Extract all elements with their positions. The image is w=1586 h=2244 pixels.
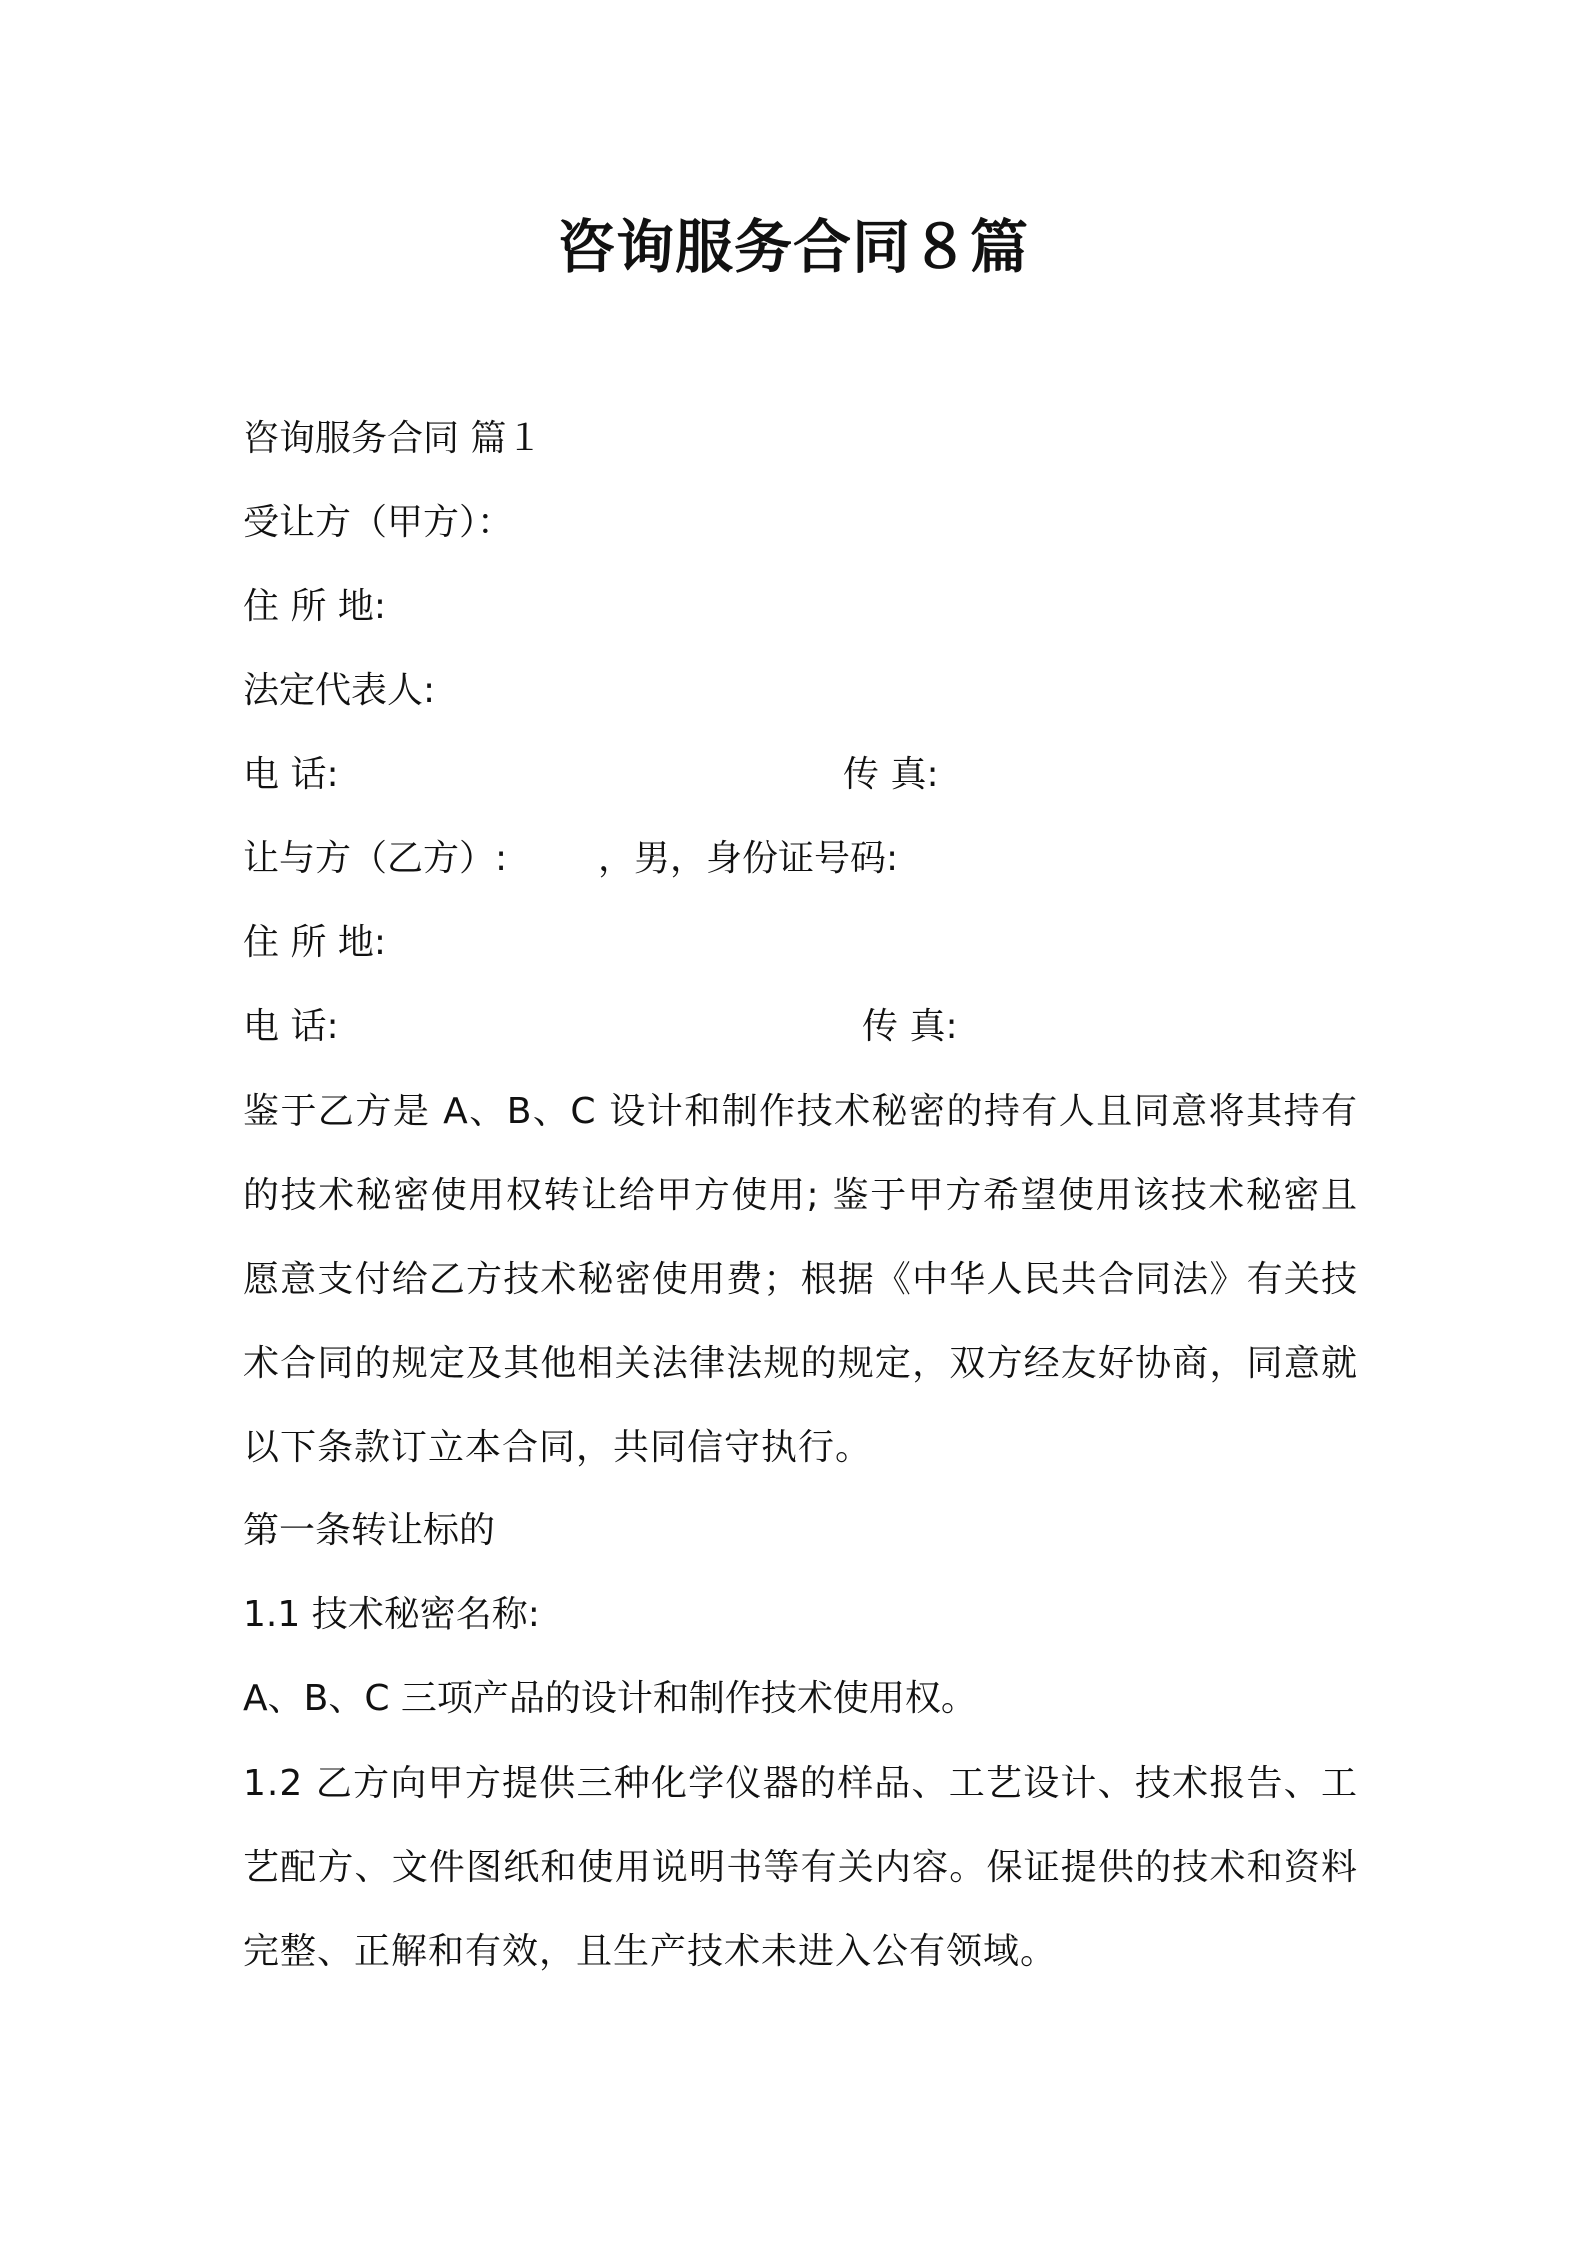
preamble-paragraph: 鉴于乙方是 A、B、C 设计和制作技术秘密的持有人且同意将其持有的技术秘密使用权转让给甲方使用; 鉴于甲方希望使用该技术秘密且愿意支付给乙方技术秘密使用费；根据《中华人民共合同法》有关技术合同的规定及其他相关法律法规的规定，双方经友好协商，同意就以下条款订立本合同，共同信守执行。 <box>243 1091 1358 1468</box>
party-a-representative-label: 法定代表人: <box>243 670 436 711</box>
article-1-title: 第一条转让标的 <box>243 1510 496 1551</box>
clause-1-1-text: A、B、C 三项产品的设计和制作技术使用权。 <box>243 1678 977 1719</box>
clause-1-2-paragraph: 1.2 乙方向甲方提供三种化学仪器的样品、工艺设计、技术报告、工艺配方、文件图纸和使用说明书等有关内容。保证提供的技术和资料完整、正解和有效，且生产技术未进入公有领域。 <box>243 1763 1358 1972</box>
document-title: 咨询服务合同８篇 <box>556 213 1029 281</box>
section-heading: 咨询服务合同 篇１ <box>243 418 543 459</box>
party-b-gender-id-label: ，男，身份证号码: <box>598 838 899 879</box>
party-b-label: 让与方（乙方）: <box>243 838 508 879</box>
party-b-address-label: 住 所 地: <box>243 922 387 963</box>
clause-1-1-label: 1.1 技术秘密名称: <box>243 1594 540 1635</box>
party-a-label: 受让方（甲方）： <box>243 502 514 543</box>
party-a-address-label: 住 所 地: <box>243 586 387 627</box>
party-a-fax-label: 传 真: <box>843 754 939 795</box>
party-b-fax-label: 传 真: <box>862 1006 958 1047</box>
party-a-phone-label: 电 话: <box>243 754 339 795</box>
party-b-phone-label: 电 话: <box>243 1006 339 1047</box>
